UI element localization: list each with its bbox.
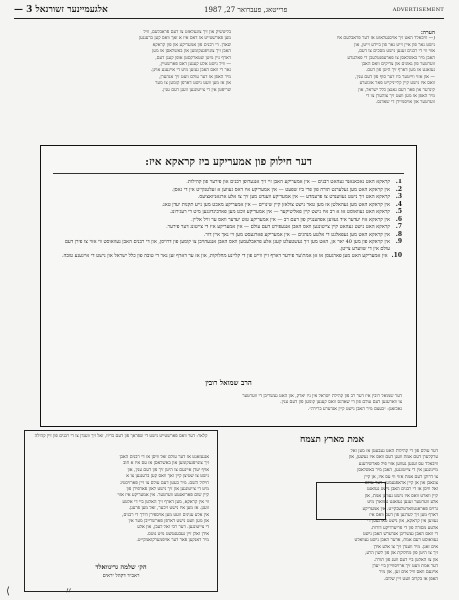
footer-line: צו ווארענען דעם עולם פון די שאדנס וואס קענען קומען פון דעם ענין. bbox=[280, 400, 402, 406]
text-line: מיט די צייטונגען און זיך נישט לאזן פארפירן פון bbox=[126, 486, 209, 492]
text-line: דארף גיין מיטן שטארקסטן אופן קעגן דעם, bbox=[155, 55, 231, 61]
list-item bbox=[55, 202, 402, 209]
text-line: אויף יעדן איינעם צו היטן זיך פון דעם ענין, און bbox=[127, 467, 209, 473]
item-number: 2. bbox=[395, 185, 402, 193]
text-line: קיין ווארט וואס איז נישט געווען אמת, און bbox=[364, 493, 438, 499]
main-box-title: דער חילוק פון אמעריקע ביז קראקא איז: bbox=[145, 156, 312, 168]
item-number: 5. bbox=[395, 208, 402, 215]
text-line: זיך צו היטן פון מחלוקת און פון לשון הרע, bbox=[364, 551, 438, 557]
list-item bbox=[55, 253, 402, 260]
item-number: 1. bbox=[395, 179, 402, 185]
list-item bbox=[55, 187, 402, 194]
text-line: און צו האלטן ביי דעם וועג פון תורה. bbox=[373, 557, 438, 563]
text-line: זיך צונויפגעקומען און באשלאסן אז עס איז א חוב bbox=[123, 461, 209, 467]
numbered-list bbox=[55, 179, 402, 379]
notice-signature-title: ראב״ד דקהל יראים bbox=[102, 573, 140, 579]
main-boxed-article bbox=[40, 145, 417, 427]
text-line: אים זאגן. מיר ווענדן זיך צו אלע אידן bbox=[373, 544, 438, 550]
text-line: זאל וויסן אז די רבנים האבן נישט געזאגט bbox=[366, 487, 438, 493]
text-line: מיר האפן אז דער עולם וועט זיך אנהערן, bbox=[158, 74, 231, 80]
item-number: 6. bbox=[395, 215, 402, 223]
list-item bbox=[55, 217, 402, 224]
list-item bbox=[55, 224, 402, 231]
text-line: אלע ווערטער זענען געזאגט געווארן מיט bbox=[367, 500, 438, 506]
text-line: מיינונגען אין די צייטונגען, האבן מיר באשלאסן bbox=[357, 468, 438, 474]
text-line: ווערטער פון גאונים און צדיקים וואס האבן bbox=[361, 61, 435, 67]
masthead-title bbox=[14, 4, 108, 15]
text-line: צו דרוקן דעם אמת אזוי ווי עס איז, אן קיין bbox=[364, 474, 438, 480]
highlight-box bbox=[316, 482, 386, 520]
item-text: אין אמעריקע האט מען פארגעסן אז אן אמת'ער פירער דארף זיין ווייט פון די קליינע מחלוקות, און אז ער דארף זען נאר די טובה פון כלל ישראל און נישט די אייגענע טובה. bbox=[61, 253, 388, 259]
item-text: קראקא האט נאכאנאנד געהאט רבנים — אין אמעריקע האבן זיי זיך אנגערופן רבנים און פירער פון קהילות. bbox=[186, 179, 390, 185]
text-line: אנגעזאגט אז דער עולם זאל וויסן אז די רבנים האבן bbox=[119, 455, 209, 460]
masthead bbox=[14, 2, 444, 19]
item-text: אין קראקא איז יעדער איד געווען אפהענגיק פון דעם רב — אין אמעריקע טוט יעדער וואס ער וויל אליין. bbox=[191, 216, 390, 223]
text-line: חילול השם. מיר בעטן דעם עולם צו זיין פארזיכטיג bbox=[120, 480, 209, 486]
list-item bbox=[55, 239, 402, 252]
item-text: קראקא האט זיך נישט געווענדט צו פרעמדע — אין אמעריקע ווענדט מען זיך צו אלע ארגאניזאציעס. bbox=[197, 194, 390, 200]
margin-handwritten-mark: ⟨ bbox=[6, 586, 10, 597]
text-line: דער אמת וועט זיך ארויסווייזן ביי יעדן bbox=[372, 564, 438, 570]
text-line: און מען וועט נישט דארפן פארשרייבן מער אין bbox=[128, 518, 209, 524]
item-number: 10. bbox=[391, 252, 402, 259]
title-divider bbox=[53, 173, 404, 174]
masthead-title-text: אלגעמיינער זשורנאל bbox=[35, 5, 108, 15]
footer-line: נאכזאגן: ״בעצם מיר האבן נישט קיין אנדערע ברירה״. bbox=[307, 406, 402, 412]
text-line: האפן אז בקרוב וועט זיין שלום. bbox=[383, 576, 438, 582]
main-box-footer bbox=[55, 394, 402, 420]
text-line: אין אלע ענינים וועט מען אויספירן דורך די רבנים, bbox=[122, 512, 209, 518]
text-line: און אז מען וועט נישט דארפן קומען צו מער bbox=[155, 81, 231, 87]
text-line: אידן זאלן זיין געבענטשט מיט גוטס. bbox=[146, 531, 209, 537]
list-item bbox=[55, 179, 402, 186]
text-line: צוגאבן און אן קיין אראפנעמען. דער עולם bbox=[364, 480, 438, 486]
text-line: געווען אין קראקא, און נישט פארגעסן די bbox=[367, 519, 438, 525]
text-line: שריפטן אין די צייטונגען וועגן דעם ענין. bbox=[161, 87, 231, 93]
text-line: גרויס פאראנטווארטלעכקייט. אין אמעריקע bbox=[362, 506, 438, 512]
list-item bbox=[55, 194, 402, 201]
text-line: האבן מיר באשלאסן צו פארעפנטלעכן די פאלגנדע bbox=[347, 55, 435, 61]
list-item bbox=[55, 232, 402, 239]
bottom-right-title: אמת מארץ תצמח bbox=[300, 435, 364, 445]
text-line: קינדער און פאר דעם גאנצן כלל ישראל, און bbox=[358, 87, 435, 93]
text-line: — וויל נישט אלע קענען דאס פארשטיין, bbox=[159, 61, 231, 67]
item-number: 7. bbox=[395, 223, 402, 230]
text-line: אלטע מסורה פון די פריערדיקע דורות. bbox=[370, 525, 438, 531]
margin-handwritten-mark: 〃 bbox=[64, 587, 74, 597]
text-line: מיר דאנקען פאר דער אויפמערקזאמקייט. bbox=[136, 538, 209, 544]
bottom-right-article bbox=[226, 432, 438, 594]
text-line: ווערטער און אויסמיידן די שאדנס. bbox=[375, 100, 435, 106]
text-line: נאר די וואס האבן געזען מיט די אייגענע אויגן. bbox=[150, 68, 231, 74]
bottom-right-body bbox=[226, 449, 438, 592]
item-number: 9. bbox=[395, 238, 402, 245]
text-line: (— וויבאלד האט זיך אויסגעלאזט אז דער פראבלעם איז bbox=[336, 36, 435, 42]
text-line: דארף מען זיך לערנען פון דעם וואס איז bbox=[369, 512, 438, 518]
item-text: אין קראקא פון מען 40 יאר אן, האט מען זיך געשטעלט קעגן אלע פראבלעמען וואס האבן אנגעהויבן צו קומען פון דרויסן, און די רבנים האבן געוואוסט ווי אזוי צו פירן דעם עולם אין די שווערע צייטן. bbox=[64, 239, 390, 252]
text-line: וועגן. אז מען איז נישט זיכער, זאל מען פרעגן. bbox=[128, 506, 209, 512]
notice-body bbox=[33, 455, 209, 555]
item-number: 8. bbox=[395, 230, 402, 238]
item-text: קראקא האט געוואוסט אז א רב איז נישט קיין פאליטיקער — אין אמעריקע זוכט מען פארבינדונגען מיט די רעגירונג. bbox=[169, 209, 390, 215]
text-line: געזאגט אז מען דארף זיך היטן פון דעם. bbox=[365, 68, 435, 74]
text-line: וויבאלד עס זענען געווען אזוי פיל פארשידענע bbox=[358, 461, 438, 467]
footer-line: דער שמואל רובין איז דער רב פון קהילת ישראל אין ניו יארק, און האט געשריבן די ווערטער bbox=[242, 394, 402, 399]
item-text: אין קראקא האט מען געהאלטן אז מען טאר נישט צולאזן קיין שינויים — אין אמעריקע מאכט מען נייע תקנות יעדן טאג. bbox=[161, 201, 390, 208]
text-line: מיר האפן אז מען וועט זיך צוהערן צו די bbox=[365, 93, 435, 99]
notice-header: קלאר: דער וואס פארשטייט נישט די שפראך פון דעם בריוו, זאל זיך ווענדן צו די רבנים פון זיין קהילה bbox=[34, 434, 208, 439]
text-line: קיין שום פארזאגטע ווערטער. אין אמעריקע איז אזוי bbox=[117, 493, 209, 499]
list-item bbox=[55, 209, 402, 216]
text-line: האבן זיך צונויפגעקומען און באשלאסן אז מען bbox=[152, 49, 231, 55]
text-line: שאדן. די רבנים פון אמעריקע און פון קראקא bbox=[152, 42, 231, 48]
text-line: מען פארשטייט אז דאס איז א זאך וואס קען ברענגען bbox=[139, 36, 231, 42]
masthead-date: פרייטאג, פעברואר 27, 1987 bbox=[204, 6, 288, 14]
text-line: נישט נאר פון איין זייט נאר פון ביידע זייטן, און bbox=[354, 42, 435, 48]
text-line: נישט צו שטיצן קיין זאך וואס קען ברענגען צו א bbox=[126, 474, 209, 480]
text-line: ערקלערן דעם אמת וועגן דעם וואס איז געשען, און bbox=[348, 455, 438, 461]
item-text: אין קראקא האט מען געפאלגט די אלטע מנהגים — אין אמעריקע פארגעסט מען זיי נאך איין דור. bbox=[203, 231, 390, 238]
item-number: 4. bbox=[395, 200, 402, 208]
item-text: קראקא האט נישט געהאט קיין צייטונגען וואס האבן אנגעפירט דעם עולם — אין אמעריקע איז די צייטונג דער פירער. bbox=[166, 224, 390, 230]
text-line: דער עולם פון די קהילות האט געבעטן אז מען זאל bbox=[350, 449, 438, 454]
text-line: די צייטונגען. דער רבי זאל לעבן, און אלע bbox=[137, 525, 209, 531]
item-text: אין קראקא האט מען געלערנט תורה פון פרי ביז שפעט — אין אמעריקע איז דאס געווען א זעלטנקייט אין די גאסן. bbox=[171, 186, 390, 193]
page-mark: 3 — bbox=[14, 5, 33, 15]
text-line: איינעם וואס וויל אים זען, און מיר bbox=[379, 570, 438, 576]
text-line: — און אזוי ווייטער ביז דער סוף פון דעם ענין, bbox=[355, 74, 435, 80]
note-label: הערה: bbox=[420, 30, 435, 36]
bottom-left-notice bbox=[24, 430, 218, 592]
text-line: ווי אין קראקא, מען דארף זיך האלטן ביי די אלטע bbox=[122, 499, 209, 505]
masthead-section: ADVERTISEMENT bbox=[392, 7, 444, 13]
text-line: וואס איז נישט קיין קלייניקייט פאר אונזערע bbox=[359, 81, 435, 87]
text-line: בליטשיק און זיך צוגעלאזט צו דעם פראבלעם, וויל bbox=[143, 30, 231, 35]
text-line: אזוי ווי די רבנים זענען נישט מסכים צו דעם, bbox=[357, 49, 435, 55]
text-line: די וואס האבן געשריבן אנדערש האבן נישט bbox=[363, 532, 438, 538]
item-number: 3. bbox=[395, 193, 402, 200]
text-line: געוואוסט דעם אמת, אדער האבן נישט געוואלט bbox=[354, 538, 438, 544]
notice-signature: הק׳ שלמה גרינוואלד bbox=[95, 563, 147, 571]
main-box-signature: הרב שמואל רובין bbox=[205, 378, 252, 387]
